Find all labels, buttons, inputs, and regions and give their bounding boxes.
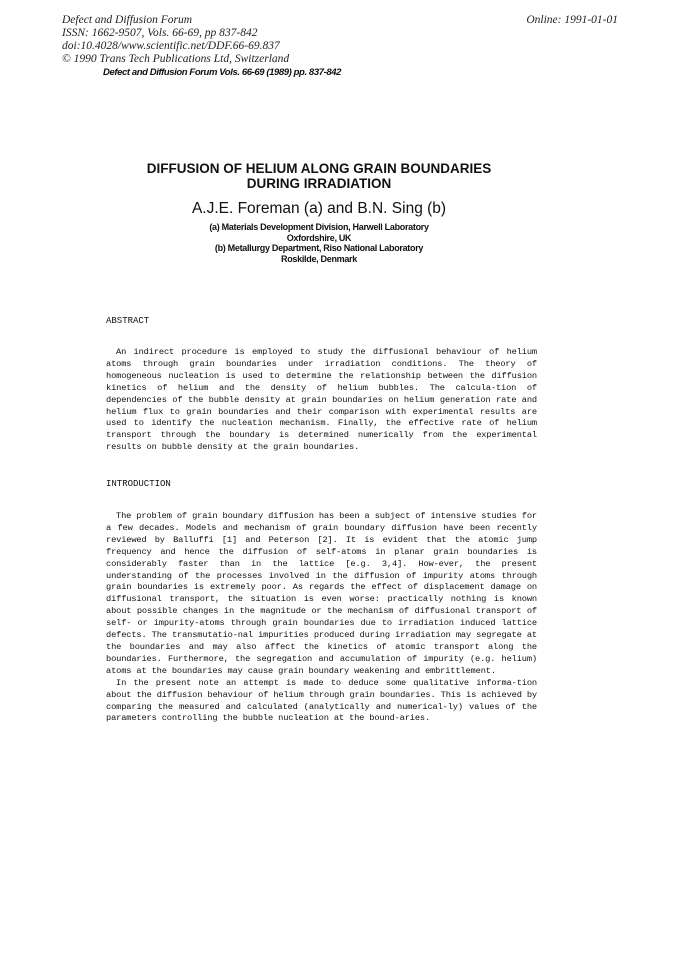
title-line-2: DURING IRRADIATION (246, 176, 392, 191)
abstract-paragraph: An indirect procedure is employed to study the diffusional behaviour of helium atoms through grain boundaries under irradiation conditions. The theory of homogeneous nucleation is used to determine the relationship between the diffusion kinetics of helium and the density of helium bubbles. The calcula-tion of dependencies of the bubble density at grain boundaries on helium generation rate and helium flux to grain boundaries and their comparison with experimental results are used to identify the nucleation mechanism. Finally, the effective rate of helium transport through the boundary is determined numerically from the experimental results on bubble density at the grain boundaries. (106, 347, 537, 453)
introduction-heading: INTRODUCTION (106, 479, 171, 489)
issn-line: ISSN: 1662-9507, Vols. 66-69, pp 837-842 (62, 27, 258, 39)
introduction-paragraph-1: The problem of grain boundary diffusion has been a subject of intensive studies for a few decades. Models and mechanism of grain boundary diffusion have been recently reviewed by Balluffi [1] and Peterson [2]. It is evident that the atomic jump frequency and hence the diffusion of self-atoms in planar grain boundaries is considerably faster than in the lattice [e.g. 3,4]. How-ever, the present understanding of the processes involved in the diffusion of impurity atoms through grain boundaries is extremely poor. As regards the effect of displacement damage on diffusional transport, the situation is even worse: practically nothing is known about possible changes in the magnitude or the mechanism of diffusional transport of self- or impurity-atoms through grain boundaries due to irradiation induced lattice defects. The transmutatio-nal impurities produced during irradiation may segregate at the boundaries and may also affect the kinetics of atomic transport along the boundaries. Furthermore, the segregation and accumulation of impurity (e.g. helium) atoms at the boundaries may cause grain boundary weakening and embrittlement. (106, 511, 537, 676)
affiliation-a (80, 222, 558, 244)
journal-name: Defect and Diffusion Forum (62, 14, 192, 26)
authors: A.J.E. Foreman (a) and B.N. Sing (b) (191, 200, 447, 217)
introduction-body (106, 511, 537, 725)
affiliation-b-line-2: Roskilde, Denmark (281, 254, 357, 264)
journal-reference: Defect and Diffusion Forum Vols. 66-69 (1989) pp. 837-842 (103, 67, 342, 78)
affiliation-b (80, 243, 558, 265)
introduction-paragraph-2: In the present note an attempt is made to deduce some qualitative informa-tion about the diffusion behaviour of helium through grain boundaries. This is achieved by comparing the measured and calculated (analytically and numerical-ly) values of the parameters controlling the bubble nucleation at the bound-aries. (106, 677, 537, 724)
title-line-1: DIFFUSION OF HELIUM ALONG GRAIN BOUNDARIES (146, 161, 492, 176)
abstract-body (106, 347, 537, 454)
publication-header (62, 14, 618, 66)
online-date: Online: 1991-01-01 (526, 14, 618, 26)
doi-line: doi:10.4028/www.scientific.net/DDF.66-69.837 (62, 40, 280, 52)
paper-title (80, 161, 558, 191)
affiliation-a-line-2: Oxfordshire, UK (286, 233, 352, 243)
abstract-heading: ABSTRACT (106, 316, 150, 326)
affiliation-a-line-1: (a) Materials Development Division, Harwell Laboratory (209, 222, 429, 232)
copyright-line: © 1990 Trans Tech Publications Ltd, Switzerland (62, 53, 290, 65)
affiliation-b-line-1: (b) Metallurgy Department, Riso National Laboratory (214, 243, 424, 253)
